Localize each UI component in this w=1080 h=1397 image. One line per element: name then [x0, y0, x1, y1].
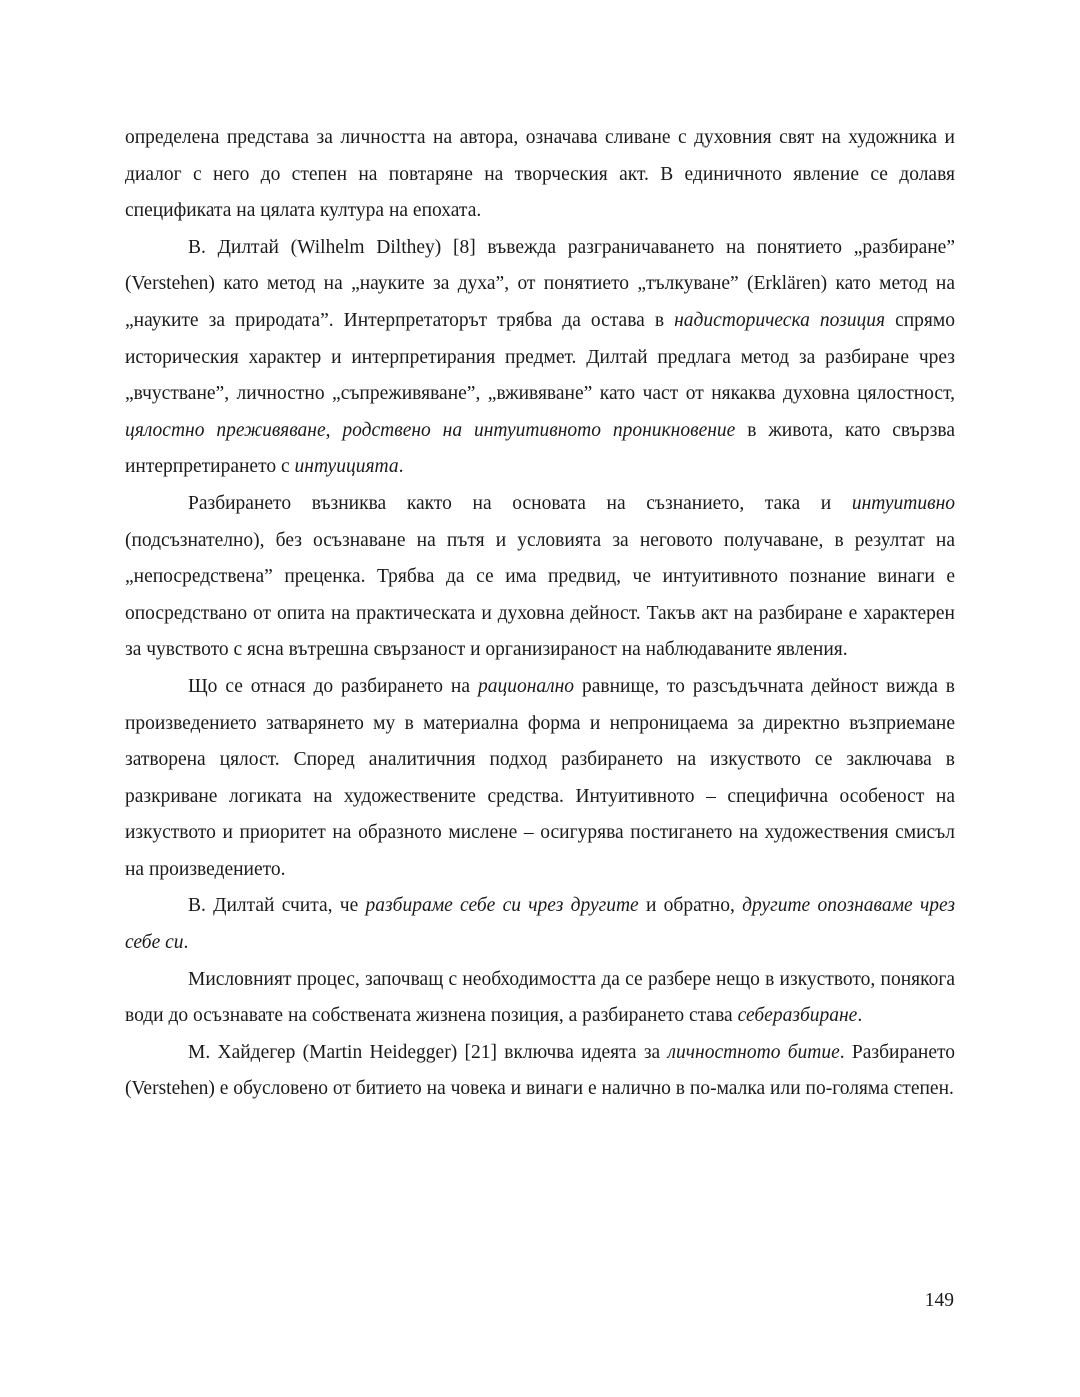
italic-text: интуитивно: [851, 492, 955, 514]
text-run: определена представа за личността на автора, означава сливане с духовния свят на художника и диалог с него до степен на повтаряне на творческия акт. В единичното явление се долавя спецификата на цялата култура на епохата.: [125, 127, 955, 222]
italic-text: цялостно преживяване: [125, 419, 326, 441]
italic-text: личностното битие: [667, 1041, 840, 1063]
paragraph: [125, 230, 955, 486]
italic-text: себеразбиране: [737, 1005, 858, 1027]
text-run: равнище, то разсъдъчната дейност вижда в произведението затварянето му в материална форма и непроницаема за директно възприемане затворена цялост. Според аналитичния подход разбирането на изкуството се заключава в разкриване логиката на художествените средства. Интуитивното – специфична особеност на изкуството и приоритет на образното мислене – осигурява постигането на художествения смисъл на произведението.: [125, 675, 956, 880]
text-run: .: [857, 1005, 863, 1027]
text-run: Що се отнася до разбирането на: [188, 675, 478, 697]
italic-text: интуицията: [294, 456, 399, 478]
text-run: Мисловният процес, започващ с необходимостта да се разбере нещо в изкуството, понякога води до осъзнавате на собствената жизнена позиция, а разбирането става: [125, 968, 955, 1027]
body-text: [125, 120, 955, 1108]
text-run: .: [398, 456, 404, 478]
italic-text: родствено на интуитивното проникновение: [342, 419, 736, 441]
text-run: (подсъзнателно), без осъзнаване на пътя и условията за неговото получаване, в резултат на „непосредствена” преценка. Трябва да се има предвид, че интуитивното познание винаги е опосредствано от опита на практическата и духовна дейност. Такъв акт на разбиране е характерен за чувството с ясна вътрешна свързаност и организираност на наблюдаваните явления.: [125, 529, 955, 661]
text-run: . Разбирането (Verstehen) е обусловено от битието на човека и винаги е налично в по-малка или по-голяма степен.: [125, 1041, 955, 1100]
italic-text: рационално: [477, 675, 575, 697]
text-run: Разбирането възниква както на основата на съзнанието, така и: [188, 492, 852, 514]
text-run: М. Хайдегер (Martin Heidegger) [21] включва идеята за: [188, 1041, 668, 1063]
italic-text: надисторическа позиция: [674, 309, 886, 331]
paragraph: [125, 120, 955, 230]
text-run: В. Дилтай (Wilhelm Dilthey) [8] въвежда разграничаването на понятието „разбиране” (Verstehen) като метод на „науките за духа”, от понятието „тълкуване” (Erklären) като метод на „науките за природата”. Интерпретаторът трябва да остава в: [125, 236, 955, 331]
text-run: и обратно,: [638, 895, 743, 917]
italic-text: другите опознаваме чрез себе си: [125, 895, 955, 954]
paragraph: [125, 1035, 955, 1108]
paragraph: [125, 669, 955, 889]
text-run: в живота, като свързва интерпретирането с: [125, 419, 955, 478]
text-run: .: [183, 932, 189, 954]
text-run: ,: [325, 419, 343, 441]
text-run: В. Дилтай счита, че: [188, 895, 366, 917]
text-run: спрямо историческия характер и интерпретирания предмет. Дилтай предлага метод за разбиране чрез „вчустване”, личностно „съпреживяване”, „вживяване” като част от някаква духовна цялостност,: [125, 309, 955, 405]
paragraph: [125, 888, 955, 961]
paragraph: [125, 486, 955, 669]
paragraph: [125, 962, 955, 1035]
italic-text: разбираме себе си чрез другите: [365, 895, 639, 917]
page-number: 149: [924, 1290, 954, 1311]
